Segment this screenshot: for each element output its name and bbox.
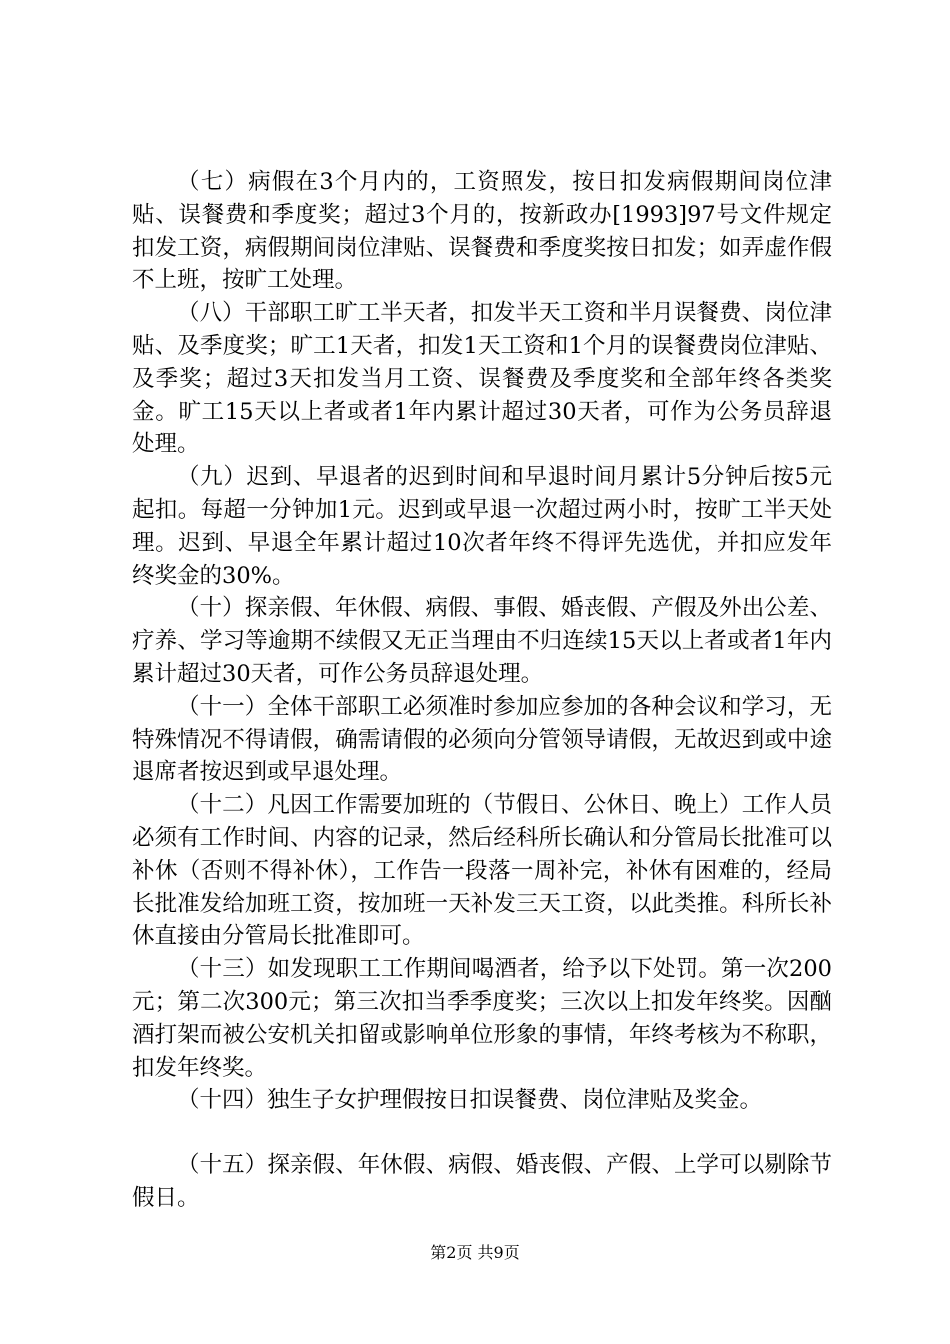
page-footer: 第2页 共9页 [430,1243,520,1262]
paragraph-11: （十一）全体干部职工必须准时参加应参加的各种会议和学习，无特殊情况不得请假，确需请假的必须向分管领导请假，无故迟到或中途退席者按迟到或早退处理。 [132,693,832,786]
paragraph-10: （十）探亲假、年休假、病假、事假、婚丧假、产假及外出公差、疗养、学习等逾期不续假又无正当理由不归连续15天以上者或者1年内累计超过30天者，可作公务员辞退处理。 [132,595,832,687]
paragraph-15: （十五）探亲假、年休假、病假、婚丧假、产假、上学可以剔除节假日。 [132,1152,832,1211]
paragraph-14: （十四）独生子女护理假按日扣误餐费、岗位津贴及奖金。 [177,1087,763,1114]
document-body [132,166,832,1215]
paragraph-9: （九）迟到、早退者的迟到时间和早退时间月累计5分钟后按5元起扣。每超一分钟加1元。迟到或早退一次超过两小时，按旷工半天处理。迟到、早退全年累计超过10次者年终不得评先选优，并扣应发年终奖金的30%。 [132,464,832,589]
paragraph-12: （十二）凡因工作需要加班的（节假日、公休日、晚上）工作人员必须有工作时间、内容的记录，然后经科所长确认和分管局长批准可以补休（否则不得补休），工作告一段落一周补完，补休有困难的，经局长批准发给加班工资，按加班一天补发三天工资，以此类推。科所长补休直接由分管局长批准即可。 [132,792,832,950]
paragraph-13: （十三）如发现职工工作期间喝酒者，给予以下处罚。第一次200元；第二次300元；第三次扣当季季度奖；三次以上扣发年终奖。因酗酒打架而被公安机关扣留或影响单位形象的事情，年终考核为不称职，扣发年终奖。 [132,956,832,1081]
paragraph-7: （七）病假在3个月内的，工资照发，按日扣发病假期间岗位津贴、误餐费和季度奖；超过3个月的，按新政办[1993]97号文件规定扣发工资，病假期间岗位津贴、误餐费和季度奖按日扣发；如弄虚作假不上班，按旷工处理。 [132,169,832,294]
paragraph-8: （八）干部职工旷工半天者，扣发半天工资和半月误餐费、岗位津贴、及季度奖；旷工1天者，扣发1天工资和1个月的误餐费岗位津贴、及季奖；超过3天扣发当月工资、误餐费及季度奖和全部年终各类奖金。旷工15天以上者或者1年内累计超过30天者，可作为公务员辞退处理。 [132,300,832,458]
